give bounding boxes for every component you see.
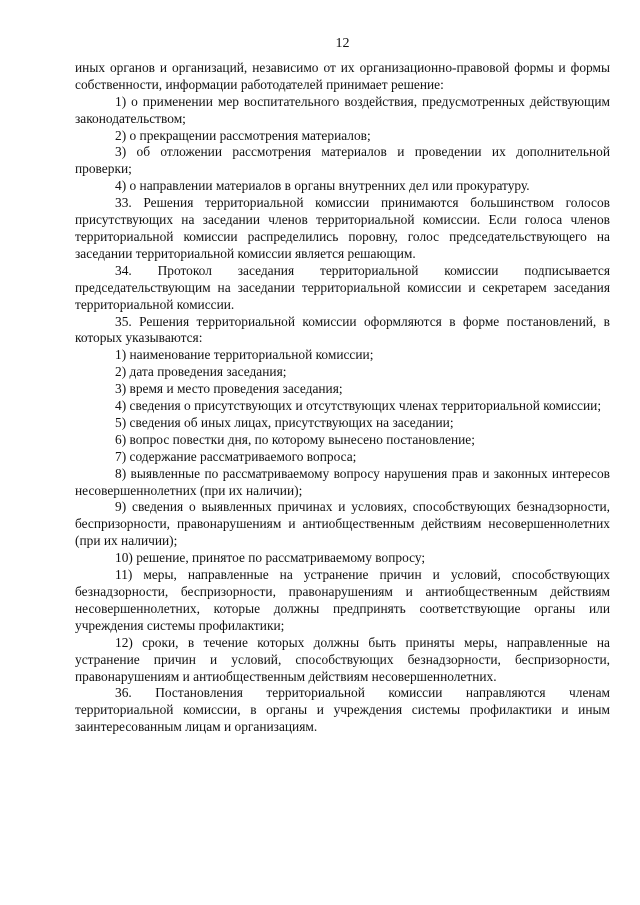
paragraph: 12) сроки, в течение которых должны быть приняты меры, направленные на устранение причин и условий, способствующих безнадзорности, беспризорности, правонарушениям и антиобщественным действиям несовершеннолетних. [75, 634, 610, 684]
paragraph: 6) вопрос повестки дня, по которому вынесено постановление; [115, 431, 475, 447]
paragraph: 3) время и место проведения заседания; [115, 381, 343, 397]
paragraph: 36. Постановления территориальной комиссии направляются членам территориальной комиссии, в органы и учреждения системы профилактики и иным заинтересованным лицам и организациям. [75, 685, 610, 735]
paragraph: иных органов и организаций, независимо от их организационно-правовой формы и формы собственности, информации работодателей принимает решение: [75, 59, 610, 92]
paragraph: 8) выявленные по рассматриваемому вопросу нарушения прав и законных интересов несовершеннолетних (при их наличии); [75, 465, 610, 498]
page-number: 12 [335, 36, 350, 51]
paragraph: 33. Решения территориальной комиссии принимаются большинством голосов присутствующих на заседании членов территориальной комиссии. Если голоса членов территориальной комиссии распределились поровну, голос председательствующего на заседании территориальной комиссии является решающим. [75, 195, 610, 261]
paragraph: 2) дата проведения заседания; [115, 364, 287, 380]
paragraph: 4) сведения о присутствующих и отсутствующих членах территориальной комиссии; [115, 398, 602, 414]
document-body [75, 60, 610, 736]
paragraph: 34. Протокол заседания территориальной комиссии подписывается председательствующим на заседании территориальной комиссии и секретарем заседания территориальной комиссии. [75, 262, 610, 312]
paragraph: 11) меры, направленные на устранение причин и условий, способствующих безнадзорности, беспризорности, правонарушениям и антиобщественным действиям несовершеннолетних, которые должны предпринять соответствующие органы или учреждения системы профилактики; [75, 567, 610, 633]
paragraph: 7) содержание рассматриваемого вопроса; [115, 448, 357, 464]
paragraph: 10) решение, принятое по рассматриваемому вопросу; [115, 550, 426, 566]
paragraph: 35. Решения территориальной комиссии оформляются в форме постановлений, в которых указываются: [75, 313, 610, 346]
paragraph: 4) о направлении материалов в органы внутренних дел или прокуратуру. [115, 178, 530, 194]
paragraph: 3) об отложении рассмотрения материалов и проведении их дополнительной проверки; [75, 144, 610, 177]
paragraph: 9) сведения о выявленных причинах и условиях, способствующих безнадзорности, беспризорности, правонарушениям и антиобщественным действиям несовершеннолетних (при их наличии); [75, 499, 610, 549]
paragraph: 1) наименование территориальной комиссии; [115, 347, 374, 363]
paragraph: 2) о прекращении рассмотрения материалов; [115, 127, 371, 143]
paragraph: 1) о применении мер воспитательного воздействия, предусмотренных действующим законодательством; [75, 93, 610, 126]
paragraph: 5) сведения об иных лицах, присутствующих на заседании; [115, 414, 454, 430]
document-page [75, 36, 610, 736]
